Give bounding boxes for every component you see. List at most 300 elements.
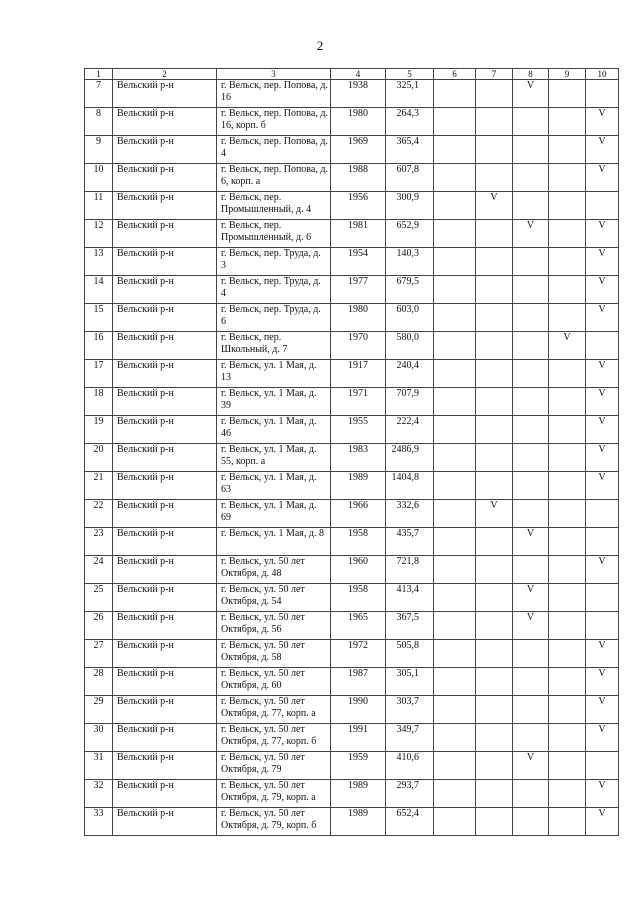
mark-cell-9: [549, 752, 586, 780]
district-cell: Вельский р-н: [113, 472, 217, 500]
year-cell: 1917: [331, 360, 386, 388]
mark-cell-10: V: [586, 136, 619, 164]
area-cell: 679,5: [386, 276, 434, 304]
mark-cell-8: V: [513, 528, 549, 556]
address-cell: г. Вельск, пер. Попова, д. 4: [217, 136, 331, 164]
table-row: [85, 388, 619, 416]
mark-cell-8: [513, 444, 549, 472]
mark-cell-7: [476, 528, 513, 556]
mark-cell-9: [549, 668, 586, 696]
year-cell: 1988: [331, 164, 386, 192]
mark-cell-6: [434, 360, 476, 388]
mark-cell-7: V: [476, 500, 513, 528]
row-number-cell: 25: [85, 584, 113, 612]
mark-cell-6: [434, 556, 476, 584]
table-row: [85, 752, 619, 780]
mark-cell-10: V: [586, 220, 619, 248]
area-cell: 435,7: [386, 528, 434, 556]
row-number-cell: 27: [85, 640, 113, 668]
address-cell: г. Вельск, пер. Попова, д. 16: [217, 80, 331, 108]
area-cell: 264,3: [386, 108, 434, 136]
mark-cell-6: [434, 416, 476, 444]
row-number-cell: 29: [85, 696, 113, 724]
mark-cell-6: [434, 500, 476, 528]
district-cell: Вельский р-н: [113, 696, 217, 724]
mark-cell-6: [434, 192, 476, 220]
mark-cell-8: V: [513, 80, 549, 108]
address-cell: г. Вельск, пер. Промышленный, д. 4: [217, 192, 331, 220]
area-cell: 367,5: [386, 612, 434, 640]
mark-cell-7: [476, 276, 513, 304]
mark-cell-8: [513, 668, 549, 696]
mark-cell-9: [549, 696, 586, 724]
table-row: [85, 640, 619, 668]
mark-cell-7: [476, 556, 513, 584]
area-cell: 2486,9: [386, 444, 434, 472]
mark-cell-6: [434, 332, 476, 360]
table-row: [85, 220, 619, 248]
mark-cell-9: [549, 360, 586, 388]
table-body: [85, 80, 619, 836]
district-cell: Вельский р-н: [113, 640, 217, 668]
row-number-cell: 33: [85, 808, 113, 836]
table-row: [85, 444, 619, 472]
district-cell: Вельский р-н: [113, 388, 217, 416]
mark-cell-10: V: [586, 556, 619, 584]
mark-cell-7: [476, 108, 513, 136]
district-cell: Вельский р-н: [113, 724, 217, 752]
mark-cell-6: [434, 472, 476, 500]
mark-cell-9: [549, 528, 586, 556]
area-cell: 607,8: [386, 164, 434, 192]
district-cell: Вельский р-н: [113, 752, 217, 780]
district-cell: Вельский р-н: [113, 304, 217, 332]
mark-cell-8: [513, 192, 549, 220]
district-cell: Вельский р-н: [113, 808, 217, 836]
district-cell: Вельский р-н: [113, 416, 217, 444]
mark-cell-6: [434, 752, 476, 780]
column-number-row: [85, 69, 619, 80]
row-number-cell: 23: [85, 528, 113, 556]
mark-cell-8: [513, 500, 549, 528]
mark-cell-10: [586, 80, 619, 108]
row-number-cell: 30: [85, 724, 113, 752]
area-cell: 365,4: [386, 136, 434, 164]
year-cell: 1956: [331, 192, 386, 220]
address-cell: г. Вельск, пер. Труда, д. 4: [217, 276, 331, 304]
table-row: [85, 808, 619, 836]
mark-cell-10: V: [586, 780, 619, 808]
mark-cell-10: V: [586, 304, 619, 332]
area-cell: 410,6: [386, 752, 434, 780]
mark-cell-8: [513, 472, 549, 500]
area-cell: 721,8: [386, 556, 434, 584]
mark-cell-6: [434, 164, 476, 192]
mark-cell-10: [586, 752, 619, 780]
area-cell: 240,4: [386, 360, 434, 388]
mark-cell-9: [549, 164, 586, 192]
address-cell: г. Вельск, ул. 1 Мая, д. 69: [217, 500, 331, 528]
mark-cell-9: [549, 808, 586, 836]
address-cell: г. Вельск, ул. 50 лет Октября, д. 79, корп. б: [217, 808, 331, 836]
row-number-cell: 8: [85, 108, 113, 136]
area-cell: 580,0: [386, 332, 434, 360]
mark-cell-10: [586, 500, 619, 528]
mark-cell-6: [434, 640, 476, 668]
year-cell: 1980: [331, 108, 386, 136]
row-number-cell: 28: [85, 668, 113, 696]
mark-cell-8: [513, 360, 549, 388]
address-cell: г. Вельск, ул. 50 лет Октября, д. 48: [217, 556, 331, 584]
table-row: [85, 584, 619, 612]
row-number-cell: 24: [85, 556, 113, 584]
mark-cell-6: [434, 612, 476, 640]
row-number-cell: 21: [85, 472, 113, 500]
mark-cell-8: [513, 108, 549, 136]
table-row: [85, 276, 619, 304]
year-cell: 1965: [331, 612, 386, 640]
address-cell: г. Вельск, ул. 1 Мая, д. 55, корп. а: [217, 444, 331, 472]
mark-cell-10: V: [586, 640, 619, 668]
mark-cell-6: [434, 220, 476, 248]
area-cell: 1404,8: [386, 472, 434, 500]
mark-cell-8: V: [513, 220, 549, 248]
year-cell: 1955: [331, 416, 386, 444]
area-cell: 140,3: [386, 248, 434, 276]
column-header: 1: [85, 69, 113, 80]
mark-cell-7: [476, 220, 513, 248]
row-number-cell: 12: [85, 220, 113, 248]
area-cell: 293,7: [386, 780, 434, 808]
mark-cell-7: [476, 724, 513, 752]
area-cell: 652,4: [386, 808, 434, 836]
district-cell: Вельский р-н: [113, 500, 217, 528]
district-cell: Вельский р-н: [113, 164, 217, 192]
table-row: [85, 556, 619, 584]
table-row: [85, 192, 619, 220]
mark-cell-8: [513, 780, 549, 808]
address-cell: г. Вельск, ул. 50 лет Октября, д. 77, корп. а: [217, 696, 331, 724]
mark-cell-7: [476, 304, 513, 332]
column-header: 10: [586, 69, 619, 80]
table-row: [85, 248, 619, 276]
address-cell: г. Вельск, ул. 1 Мая, д. 46: [217, 416, 331, 444]
year-cell: 1970: [331, 332, 386, 360]
mark-cell-10: V: [586, 388, 619, 416]
table-row: [85, 528, 619, 556]
year-cell: 1960: [331, 556, 386, 584]
mark-cell-7: [476, 780, 513, 808]
district-cell: Вельский р-н: [113, 136, 217, 164]
district-cell: Вельский р-н: [113, 332, 217, 360]
mark-cell-9: [549, 136, 586, 164]
mark-cell-7: [476, 416, 513, 444]
area-cell: 222,4: [386, 416, 434, 444]
table-row: [85, 80, 619, 108]
address-cell: г. Вельск, ул. 50 лет Октября, д. 56: [217, 612, 331, 640]
mark-cell-10: V: [586, 696, 619, 724]
mark-cell-6: [434, 276, 476, 304]
district-cell: Вельский р-н: [113, 220, 217, 248]
mark-cell-6: [434, 780, 476, 808]
mark-cell-7: [476, 752, 513, 780]
mark-cell-10: V: [586, 472, 619, 500]
table-row: [85, 612, 619, 640]
mark-cell-10: V: [586, 416, 619, 444]
mark-cell-8: [513, 388, 549, 416]
mark-cell-6: [434, 108, 476, 136]
column-header: 4: [331, 69, 386, 80]
mark-cell-7: [476, 388, 513, 416]
year-cell: 1966: [331, 500, 386, 528]
year-cell: 1972: [331, 640, 386, 668]
column-header: 3: [217, 69, 331, 80]
area-cell: 325,1: [386, 80, 434, 108]
district-cell: Вельский р-н: [113, 780, 217, 808]
year-cell: 1990: [331, 696, 386, 724]
address-cell: г. Вельск, пер. Труда, д. 3: [217, 248, 331, 276]
year-cell: 1959: [331, 752, 386, 780]
mark-cell-10: [586, 584, 619, 612]
area-cell: 603,0: [386, 304, 434, 332]
mark-cell-9: [549, 248, 586, 276]
district-cell: Вельский р-н: [113, 444, 217, 472]
mark-cell-8: [513, 248, 549, 276]
mark-cell-7: [476, 668, 513, 696]
mark-cell-9: [549, 612, 586, 640]
address-cell: г. Вельск, пер. Попова, д. 16, корп. б: [217, 108, 331, 136]
column-header: 7: [476, 69, 513, 80]
year-cell: 1981: [331, 220, 386, 248]
mark-cell-7: [476, 696, 513, 724]
table-row: [85, 136, 619, 164]
district-cell: Вельский р-н: [113, 556, 217, 584]
year-cell: 1983: [331, 444, 386, 472]
mark-cell-9: [549, 724, 586, 752]
page-number: 2: [316, 38, 324, 53]
mark-cell-10: [586, 192, 619, 220]
mark-cell-7: [476, 360, 513, 388]
mark-cell-8: [513, 724, 549, 752]
mark-cell-9: [549, 780, 586, 808]
mark-cell-10: V: [586, 108, 619, 136]
mark-cell-10: V: [586, 164, 619, 192]
area-cell: 305,1: [386, 668, 434, 696]
year-cell: 1938: [331, 80, 386, 108]
row-number-cell: 31: [85, 752, 113, 780]
mark-cell-8: [513, 696, 549, 724]
address-cell: г. Вельск, пер. Попова, д. 6, корп. а: [217, 164, 331, 192]
mark-cell-8: [513, 136, 549, 164]
mark-cell-7: [476, 248, 513, 276]
mark-cell-7: [476, 472, 513, 500]
year-cell: 1987: [331, 668, 386, 696]
column-header: 5: [386, 69, 434, 80]
mark-cell-6: [434, 528, 476, 556]
mark-cell-9: [549, 304, 586, 332]
mark-cell-7: [476, 640, 513, 668]
row-number-cell: 10: [85, 164, 113, 192]
column-header: 9: [549, 69, 586, 80]
area-cell: 652,9: [386, 220, 434, 248]
mark-cell-9: [549, 416, 586, 444]
column-header: 6: [434, 69, 476, 80]
mark-cell-9: [549, 444, 586, 472]
table-row: [85, 472, 619, 500]
mark-cell-7: [476, 332, 513, 360]
year-cell: 1989: [331, 780, 386, 808]
table-row: [85, 164, 619, 192]
address-cell: г. Вельск, ул. 50 лет Октября, д. 54: [217, 584, 331, 612]
address-cell: г. Вельск, пер. Труда, д. 6: [217, 304, 331, 332]
row-number-cell: 16: [85, 332, 113, 360]
mark-cell-8: [513, 640, 549, 668]
row-number-cell: 18: [85, 388, 113, 416]
mark-cell-10: [586, 332, 619, 360]
mark-cell-6: [434, 388, 476, 416]
table-row: [85, 780, 619, 808]
district-cell: Вельский р-н: [113, 528, 217, 556]
district-cell: Вельский р-н: [113, 612, 217, 640]
mark-cell-8: [513, 416, 549, 444]
mark-cell-10: V: [586, 724, 619, 752]
table-row: [85, 332, 619, 360]
mark-cell-9: [549, 388, 586, 416]
row-number-cell: 13: [85, 248, 113, 276]
address-cell: г. Вельск, ул. 1 Мая, д. 63: [217, 472, 331, 500]
address-cell: г. Вельск, ул. 50 лет Октября, д. 58: [217, 640, 331, 668]
table-row: [85, 668, 619, 696]
mark-cell-7: [476, 584, 513, 612]
mark-cell-8: V: [513, 612, 549, 640]
mark-cell-9: [549, 108, 586, 136]
mark-cell-9: [549, 500, 586, 528]
district-cell: Вельский р-н: [113, 360, 217, 388]
mark-cell-10: V: [586, 248, 619, 276]
address-cell: г. Вельск, ул. 50 лет Октября, д. 60: [217, 668, 331, 696]
table-row: [85, 304, 619, 332]
mark-cell-8: V: [513, 752, 549, 780]
mark-cell-9: [549, 640, 586, 668]
year-cell: 1991: [331, 724, 386, 752]
district-cell: Вельский р-н: [113, 80, 217, 108]
mark-cell-6: [434, 668, 476, 696]
mark-cell-10: V: [586, 276, 619, 304]
table-row: [85, 696, 619, 724]
mark-cell-8: [513, 164, 549, 192]
mark-cell-10: V: [586, 808, 619, 836]
year-cell: 1980: [331, 304, 386, 332]
column-header: 8: [513, 69, 549, 80]
mark-cell-7: [476, 612, 513, 640]
mark-cell-9: [549, 220, 586, 248]
district-cell: Вельский р-н: [113, 248, 217, 276]
row-number-cell: 26: [85, 612, 113, 640]
address-cell: г. Вельск, ул. 1 Мая, д. 13: [217, 360, 331, 388]
area-cell: 505,8: [386, 640, 434, 668]
register-table: [84, 68, 619, 836]
mark-cell-10: V: [586, 360, 619, 388]
district-cell: Вельский р-н: [113, 108, 217, 136]
address-cell: г. Вельск, ул. 50 лет Октября, д. 79: [217, 752, 331, 780]
mark-cell-8: [513, 808, 549, 836]
mark-cell-10: [586, 612, 619, 640]
mark-cell-6: [434, 80, 476, 108]
district-cell: Вельский р-н: [113, 668, 217, 696]
year-cell: 1989: [331, 808, 386, 836]
area-cell: 303,7: [386, 696, 434, 724]
mark-cell-10: [586, 528, 619, 556]
row-number-cell: 7: [85, 80, 113, 108]
row-number-cell: 22: [85, 500, 113, 528]
address-cell: г. Вельск, ул. 1 Мая, д. 39: [217, 388, 331, 416]
year-cell: 1954: [331, 248, 386, 276]
year-cell: 1989: [331, 472, 386, 500]
mark-cell-9: [549, 584, 586, 612]
mark-cell-7: [476, 808, 513, 836]
mark-cell-6: [434, 248, 476, 276]
row-number-cell: 17: [85, 360, 113, 388]
row-number-cell: 9: [85, 136, 113, 164]
row-number-cell: 20: [85, 444, 113, 472]
mark-cell-8: [513, 276, 549, 304]
mark-cell-10: V: [586, 668, 619, 696]
table-row: [85, 500, 619, 528]
mark-cell-9: [549, 472, 586, 500]
district-cell: Вельский р-н: [113, 192, 217, 220]
mark-cell-9: V: [549, 332, 586, 360]
mark-cell-8: [513, 332, 549, 360]
district-cell: Вельский р-н: [113, 276, 217, 304]
address-cell: г. Вельск, пер. Промышленный, д. 6: [217, 220, 331, 248]
table-row: [85, 724, 619, 752]
mark-cell-7: [476, 80, 513, 108]
area-cell: 300,9: [386, 192, 434, 220]
year-cell: 1958: [331, 584, 386, 612]
column-header: 2: [113, 69, 217, 80]
mark-cell-7: V: [476, 192, 513, 220]
mark-cell-9: [549, 276, 586, 304]
mark-cell-8: V: [513, 584, 549, 612]
address-cell: г. Вельск, пер. Школьный, д. 7: [217, 332, 331, 360]
area-cell: 332,6: [386, 500, 434, 528]
year-cell: 1971: [331, 388, 386, 416]
mark-cell-8: [513, 304, 549, 332]
area-cell: 413,4: [386, 584, 434, 612]
mark-cell-7: [476, 444, 513, 472]
mark-cell-7: [476, 136, 513, 164]
mark-cell-8: [513, 556, 549, 584]
mark-cell-7: [476, 164, 513, 192]
mark-cell-6: [434, 696, 476, 724]
mark-cell-6: [434, 584, 476, 612]
mark-cell-9: [549, 556, 586, 584]
year-cell: 1969: [331, 136, 386, 164]
year-cell: 1977: [331, 276, 386, 304]
mark-cell-6: [434, 136, 476, 164]
address-cell: г. Вельск, ул. 50 лет Октября, д. 79, корп. а: [217, 780, 331, 808]
mark-cell-6: [434, 444, 476, 472]
mark-cell-10: V: [586, 444, 619, 472]
row-number-cell: 14: [85, 276, 113, 304]
mark-cell-6: [434, 304, 476, 332]
table-row: [85, 108, 619, 136]
row-number-cell: 19: [85, 416, 113, 444]
area-cell: 707,9: [386, 388, 434, 416]
year-cell: 1958: [331, 528, 386, 556]
mark-cell-6: [434, 808, 476, 836]
row-number-cell: 11: [85, 192, 113, 220]
